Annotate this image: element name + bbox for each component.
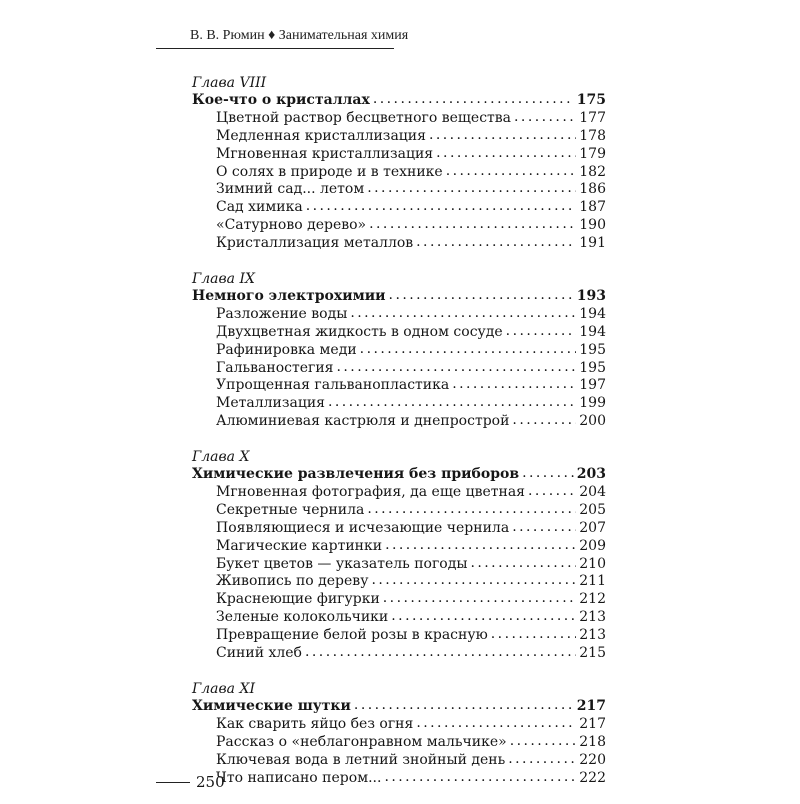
entry-title: Ключевая вода в летний знойный день xyxy=(216,751,506,768)
dot-leader xyxy=(369,216,576,234)
dot-leader xyxy=(384,769,576,787)
entry-page-number: 211 xyxy=(579,573,606,590)
toc-entry xyxy=(192,752,606,770)
entry-page-number: 215 xyxy=(579,645,606,662)
toc-entry xyxy=(192,217,606,235)
dot-leader xyxy=(429,127,576,145)
dot-leader xyxy=(337,359,577,377)
dot-leader xyxy=(506,323,577,341)
entry-title: Химические шутки xyxy=(192,697,351,714)
entry-page-number: 200 xyxy=(579,413,606,430)
dot-leader xyxy=(385,537,576,555)
entry-title: Немного электрохимии xyxy=(192,288,386,305)
toc-entry xyxy=(192,734,606,752)
dot-leader xyxy=(452,376,576,394)
entry-title: Сад химика xyxy=(216,199,303,216)
entry-page-number: 209 xyxy=(579,537,606,554)
dot-leader xyxy=(383,590,576,608)
chapter-label: Глава XI xyxy=(192,680,255,697)
toc-entry xyxy=(192,324,606,342)
dot-leader xyxy=(510,733,577,751)
entry-title: Как сварить яйцо без огня xyxy=(216,715,414,732)
toc-entry xyxy=(192,199,606,217)
entry-title: Мгновенная кристаллизация xyxy=(216,145,434,162)
entry-title: Появляющиеся и исчезающие чернила xyxy=(216,519,510,536)
dot-leader xyxy=(470,555,576,573)
entry-title: Превращение белой розы в красную xyxy=(216,627,488,644)
toc-entry xyxy=(192,128,606,146)
entry-title: Зеленые колокольчики xyxy=(216,609,389,626)
entry-page-number: 179 xyxy=(579,145,606,162)
entry-title: «Сатурново дерево» xyxy=(216,217,367,234)
dot-leader xyxy=(350,305,576,323)
entry-title: Зимний сад... летом xyxy=(216,181,365,198)
entry-page-number: 203 xyxy=(576,466,606,483)
dot-leader xyxy=(367,180,576,198)
running-head: В. В. Рюмин ♦ Занимательная химия xyxy=(190,28,409,43)
entry-page-number: 182 xyxy=(579,163,606,180)
dot-leader xyxy=(528,483,576,501)
dot-leader xyxy=(360,341,577,359)
entry-page-number: 194 xyxy=(579,305,606,322)
dot-leader xyxy=(514,109,576,127)
toc-entry xyxy=(192,306,606,324)
entry-title: Букет цветов — указатель погоды xyxy=(216,555,468,572)
entry-page-number: 210 xyxy=(579,555,606,572)
entry-page-number: 217 xyxy=(579,715,606,732)
entry-page-number: 204 xyxy=(579,484,606,501)
chapter-title-entry xyxy=(192,288,606,306)
dot-leader xyxy=(389,287,574,305)
toc-entry xyxy=(192,342,606,360)
entry-title: Мгновенная фотография, да еще цветная xyxy=(216,484,525,501)
toc-entry xyxy=(192,164,606,182)
dot-leader xyxy=(367,501,576,519)
entry-title: Металлизация xyxy=(216,395,325,412)
toc-entry xyxy=(192,413,606,431)
dot-leader xyxy=(416,715,576,733)
dot-leader xyxy=(371,572,576,590)
table-of-contents xyxy=(192,74,606,804)
entry-page-number: 218 xyxy=(579,733,606,750)
toc-entry xyxy=(192,770,606,788)
entry-page-number: 222 xyxy=(579,769,606,786)
chapter-label: Глава X xyxy=(192,449,250,466)
entry-title: Разложение воды xyxy=(216,305,348,322)
toc-entry xyxy=(192,573,606,591)
entry-title: Рассказ о «неблагонравном мальчике» xyxy=(216,733,507,750)
toc-entry xyxy=(192,645,606,663)
entry-page-number: 175 xyxy=(576,92,606,108)
dot-leader xyxy=(416,234,576,252)
entry-title: Что написано пером... xyxy=(216,769,382,786)
entry-title: Алюминиевая кастрюля и днепрострой xyxy=(216,413,510,430)
entry-title: О солях в природе и в технике xyxy=(216,163,443,180)
toc-entry xyxy=(192,538,606,556)
dot-leader xyxy=(328,394,576,412)
chapter-title-entry xyxy=(192,698,606,716)
entry-title: Рафинировка меди xyxy=(216,341,357,358)
dot-leader xyxy=(512,519,576,537)
dot-leader xyxy=(508,751,576,769)
toc-entry xyxy=(192,520,606,538)
entry-page-number: 220 xyxy=(579,751,606,768)
entry-page-number: 213 xyxy=(579,627,606,644)
entry-title: Кое-что о кристаллах xyxy=(192,92,370,108)
entry-title: Цветной раствор бесцветного вещества xyxy=(216,109,512,126)
entry-page-number: 194 xyxy=(579,323,606,340)
toc-entry xyxy=(192,609,606,627)
entry-page-number: 187 xyxy=(579,199,606,216)
toc-entry xyxy=(192,181,606,199)
dot-leader xyxy=(306,198,577,216)
entry-page-number: 207 xyxy=(579,519,606,536)
entry-title: Медленная кристаллизация xyxy=(216,127,426,144)
chapter-label: Глава VIII xyxy=(192,75,267,91)
dot-leader xyxy=(446,163,577,181)
entry-page-number: 178 xyxy=(579,127,606,144)
entry-title: Химические развлечения без приборов xyxy=(192,466,520,483)
entry-title: Кристаллизация металлов xyxy=(216,235,414,252)
dot-leader xyxy=(373,91,574,109)
chapter-title-entry xyxy=(192,92,606,110)
entry-title: Упрощенная гальванопластика xyxy=(216,377,450,394)
entry-page-number: 195 xyxy=(579,341,606,358)
entry-title: Гальваностегия xyxy=(216,359,334,376)
chapter-section xyxy=(192,448,606,663)
chapter-section xyxy=(192,680,606,787)
toc-entry xyxy=(192,627,606,645)
entry-title: Синий хлеб xyxy=(216,645,302,662)
toc-entry xyxy=(192,377,606,395)
toc-entry xyxy=(192,110,606,128)
dot-leader xyxy=(305,644,576,662)
dot-leader xyxy=(354,697,574,715)
entry-page-number: 213 xyxy=(579,609,606,626)
entry-title: Краснеющие фигурки xyxy=(216,591,380,608)
chapter-label: Глава IX xyxy=(192,271,255,288)
chapter-title-entry xyxy=(192,466,606,484)
entry-page-number: 217 xyxy=(576,697,606,714)
dot-leader xyxy=(436,145,576,163)
toc-entry xyxy=(192,556,606,574)
entry-page-number: 195 xyxy=(579,359,606,376)
entry-page-number: 212 xyxy=(579,591,606,608)
chapter-section xyxy=(192,270,606,431)
chapter-section xyxy=(192,74,606,253)
toc-entry xyxy=(192,716,606,734)
toc-entry xyxy=(192,502,606,520)
folio-rule xyxy=(156,782,190,783)
toc-entry xyxy=(192,360,606,378)
entry-page-number: 186 xyxy=(579,181,606,198)
entry-page-number: 191 xyxy=(579,235,606,252)
header-rule xyxy=(156,48,394,49)
toc-entry xyxy=(192,395,606,413)
toc-entry xyxy=(192,235,606,253)
dot-leader xyxy=(522,465,574,483)
entry-title: Магические картинки xyxy=(216,537,383,554)
dot-leader xyxy=(491,626,576,644)
toc-entry xyxy=(192,146,606,164)
entry-page-number: 177 xyxy=(579,109,606,126)
dot-leader xyxy=(512,412,576,430)
entry-page-number: 190 xyxy=(579,217,606,234)
entry-page-number: 199 xyxy=(579,395,606,412)
entry-title: Живопись по дереву xyxy=(216,573,369,590)
dot-leader xyxy=(391,608,576,626)
toc-entry xyxy=(192,591,606,609)
entry-title: Секретные чернила xyxy=(216,501,365,518)
entry-page-number: 205 xyxy=(579,501,606,518)
toc-entry xyxy=(192,484,606,502)
entry-page-number: 197 xyxy=(579,377,606,394)
page-number: 250 xyxy=(196,773,225,791)
entry-title: Двухцветная жидкость в одном сосуде xyxy=(216,323,503,340)
entry-page-number: 193 xyxy=(576,288,606,305)
